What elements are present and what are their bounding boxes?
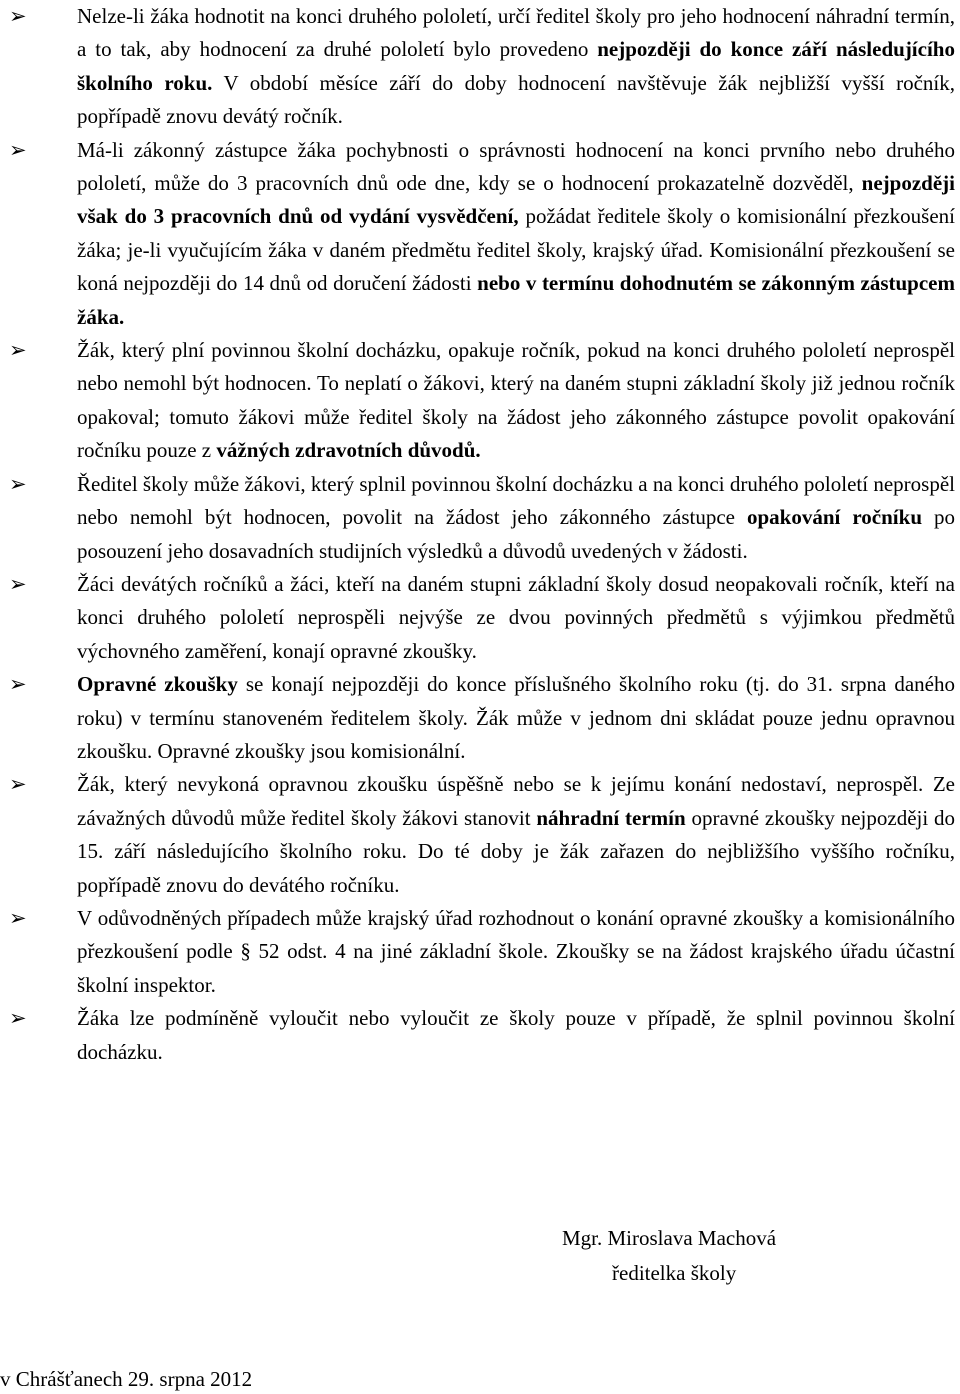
- list-item: [0, 1002, 955, 1069]
- text-run: Žák, který plní povinnou školní docházku, opakuje ročník, pokud na konci druhého pololetí neprospěl nebo nemohl být hodnocen. To neplatí o žákovi, který na daném stupni základní školy již jednou ročník opakoval; tomuto žákovi může ředitel školy na žádost jeho zákonného zástupce povolit opakování ročníku pouze z: [77, 338, 955, 463]
- arrowhead-bullet-icon: ➢: [9, 905, 27, 930]
- text-run: po posouzení jeho dosavadních studijních výsledků a důvodů uvedených v žádosti.: [77, 505, 956, 563]
- text-run: V období měsíce září do doby hodnocení navštěvuje žák nejbližší vyšší ročník, popřípadě znovu devátý ročník.: [77, 70, 955, 129]
- emphasized-text: nejpozději do konce září následujícího školního roku.: [77, 37, 955, 95]
- list-item-text: [77, 906, 955, 997]
- text-run: Ředitel školy může žákovi, který splnil povinnou školní docházku a na konci druhého pololetí neprospěl nebo nemohl být hodnocen, povolit na žádost jeho zákonného zástupce: [77, 471, 955, 530]
- text-run: opravné zkoušky nejpozději do 15. září následujícího školního roku. Do té doby je žák zařazen do nejbližšího vyššího ročníku, popřípadě znovu do devátého ročníku.: [77, 805, 956, 897]
- list-item-text: [77, 4, 955, 128]
- signature-name: Mgr. Miroslava Machová: [562, 1226, 777, 1250]
- list-item: [0, 334, 955, 468]
- arrowhead-bullet-icon: ➢: [9, 338, 27, 363]
- list-item: [0, 668, 955, 768]
- text-run: se konají nejpozději do konce příslušného školního roku (tj. do 31. srpna daného roku) v termínu stanoveném ředitelem školy. Žák může v jednom dni skládat pouze jednu opravnou zkoušku. Opravné zkoušky jsou komisionální.: [77, 672, 955, 763]
- place-and-date: v Chrášťanech 29. srpna 2012: [0, 1367, 253, 1391]
- list-item-text: [77, 472, 955, 563]
- emphasized-text: vážných zdravotních důvodů.: [216, 438, 481, 463]
- text-run: požádat ředitele školy o komisionální přezkoušení žáka; je-li vyučujícím žáka v daném předmětu ředitel školy, krajský úřad. Komisionální přezkoušení se koná nejpozději do 14 dnů od doručení žádosti: [77, 204, 956, 296]
- list-item-text: [77, 138, 955, 329]
- list-item-text: [77, 572, 955, 663]
- arrowhead-bullet-icon: ➢: [9, 772, 27, 797]
- list-item: [0, 768, 955, 902]
- list-item: [0, 568, 955, 668]
- emphasized-text: náhradní termín: [536, 805, 686, 830]
- arrowhead-bullet-icon: ➢: [9, 137, 27, 162]
- text-run: Žáka lze podmíněně vyloučit nebo vyloučit ze školy pouze v případě, že splnil povinnou školní docházku.: [77, 1006, 955, 1064]
- text-run: Žáci devátých ročníků a žáci, kteří na daném stupni základní školy dosud neopakovali ročník, kteří na konci druhého pololetí neprospěli nejvýše ze dvou povinných předmětů s výjimkou předmětů výchovného zaměření, konají opravné zkoušky.: [77, 571, 955, 663]
- text-run: Nelze-li žáka hodnotit na konci druhého pololetí, určí ředitel školy pro jeho hodnocení náhradní termín, a to tak, aby hodnocení za druhé pololetí bylo provedeno: [77, 4, 955, 62]
- emphasized-text: Opravné zkoušky: [77, 672, 238, 697]
- list-item: [0, 134, 955, 334]
- emphasized-text: nebo v termínu dohodnutém se zákonným zástupcem žáka.: [77, 271, 955, 329]
- list-item: [0, 0, 955, 134]
- list-item-text: [77, 1006, 955, 1063]
- text-run: Žák, který nevykoná opravnou zkoušku úspěšně nebo se k jejímu konání nedostaví, neprospěl. Ze závažných důvodů může ředitel školy žákovi stanovit: [77, 772, 955, 830]
- signature-role: ředitelka školy: [612, 1261, 737, 1285]
- text-run: Má-li zákonný zástupce žáka pochybnosti o správnosti hodnocení na konci prvního nebo druhého pololetí, může do 3 pracovních dnů ode dne, kdy se o hodnocení prokazatelně dozvěděl,: [77, 137, 955, 196]
- emphasized-text: nejpozději však do 3 pracovních dnů od vydání vysvědčení,: [77, 171, 955, 229]
- arrowhead-bullet-icon: ➢: [9, 672, 27, 697]
- arrowhead-bullet-icon: ➢: [9, 1006, 27, 1031]
- list-item-text: [77, 338, 955, 462]
- list-item: [0, 902, 955, 1002]
- list-item: [0, 468, 955, 568]
- signature-block: [562, 1221, 832, 1291]
- arrowhead-bullet-icon: ➢: [9, 471, 27, 496]
- text-run: V odůvodněných případech může krajský úřad rozhodnout o konání opravné zkoušky a komisionálního přezkoušení podle § 52 odst. 4 na jiné základní škole. Zkoušky se na žádost krajského úřadu účastní školní inspektor.: [77, 905, 955, 997]
- arrowhead-bullet-icon: ➢: [9, 4, 27, 28]
- arrowhead-bullet-icon: ➢: [9, 571, 27, 596]
- list-item-text: [77, 772, 955, 896]
- list-item-text: [77, 672, 955, 763]
- emphasized-text: opakování ročníku: [746, 505, 922, 530]
